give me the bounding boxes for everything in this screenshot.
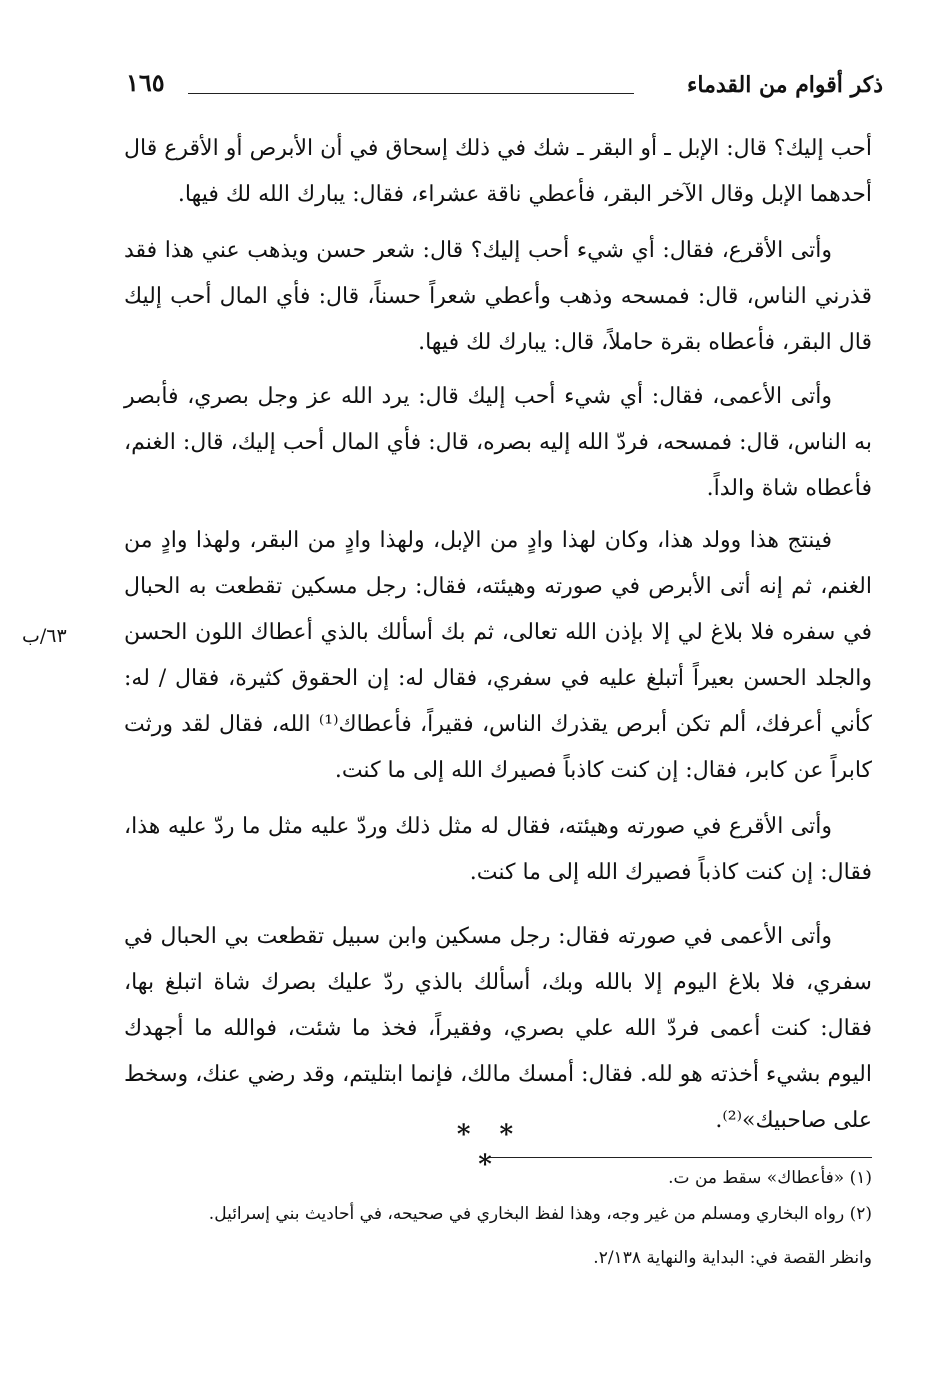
footnote-rule	[490, 1157, 872, 1158]
footnotes	[124, 1160, 872, 1276]
main-text	[124, 126, 872, 1144]
footnote-reference: وانظر القصة في: البداية والنهاية ٢/١٣٨.	[593, 1248, 872, 1268]
paragraph-1: أحب إليك؟ قال: الإبل ـ أو البقر ـ شك في ذلك إسحاق في أن الأبرص أو الأقرع قال أحدهما الإبل وقال الآخر البقر، فأعطي ناقة عشراء، فقال: يبارك الله لك فيها.	[124, 136, 872, 207]
footnote-1: (١) «فأعطاك» سقط من ت.	[668, 1168, 872, 1188]
running-header-title: ذكر أقوام من القدماء	[687, 72, 883, 98]
paragraph-4: فينتج هذا وولد هذا، وكان لهذا وادٍ من الإبل، ولهذا وادٍ من البقر، ولهذا وادٍ من الغنم، ثم إنه أتى الأبرص في صورته وهيئته، فقال: رجل مسكين تقطعت به الحبال في سفره فلا بلاغ لي إلا بإذن الله تعالى، ثم بك أسألك بالذي أعطاك اللون الحسن والجلد الحسن بعيراً أتبلغ عليه في سفري، فقال له: إن الحقوق كثيرة، فقال / له: كأني أعرفك، ألم تكن أبرص يقذرك الناس، فقيراً، فأعطاك⁽¹⁾ الله، فقال لقد ورثت كابراً عن كابر، فقال: إن كنت كاذباً فصيرك الله إلى ما كنت.	[124, 528, 872, 783]
paragraph-2: وأتى الأقرع، فقال: أي شيء أحب إليك؟ قال: شعر حسن ويذهب عني هذا فقد قذرني الناس، قال: فمسحه وذهب وأعطي شعراً حسناً، قال: فأي المال أحب إليك قال البقر، فأعطاه بقرة حاملاً، قال: يبارك لك فيها.	[124, 238, 872, 355]
header-rule	[188, 93, 634, 94]
paragraph-5: وأتى الأقرع في صورته وهيئته، فقال له مثل ذلك وردّ عليه مثل ما ردّ عليه هذا، فقال: إن كنت كاذباً فصيرك الله إلى ما كنت.	[124, 814, 872, 885]
paragraph-3: وأتى الأعمى، فقال: أي شيء أحب إليك قال: يرد الله عز وجل بصري، فأبصر به الناس، قال: فمسحه، فردّ الله إليه بصره، قال: فأي المال أحب إليك، قال: الغنم، فأعطاه شاة والداً.	[124, 384, 872, 501]
paragraph-6: وأتى الأعمى في صورته فقال: رجل مسكين وابن سبيل تقطعت بي الحبال في سفري، فلا بلاغ اليوم إلا بالله وبك، أسألك بالذي ردّ عليك بصرك شاة اتبلغ بها، فقال: كنت أعمى فردّ الله علي بصري، وفقيراً، فخذ ما شئت، فوالله ما أجهدك اليوم بشيء أخذته هو لله. فقال: أمسك مالك، فإنما ابتليتم، وقد رضي عنك، وسخط على صاحبيك»⁽²⁾.	[124, 924, 872, 1133]
page-number: ١٦٥	[126, 68, 165, 97]
footnote-2: (٢) رواه البخاري ومسلم من غير وجه، وهذا لفظ البخاري في صحيحه، في أحاديث بني إسرائيل.	[208, 1204, 872, 1224]
section-separator: * * *	[456, 1120, 524, 1180]
manuscript-folio-marker: ٦٣/ب	[22, 625, 67, 647]
